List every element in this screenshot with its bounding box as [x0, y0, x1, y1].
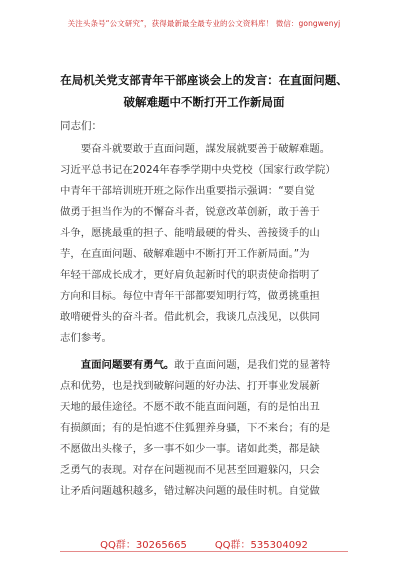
qq-group-2: QQ群：535304092	[214, 540, 308, 551]
paragraph-2-line: 乏勇气的表现。对存在问题视而不见甚至回避躲闪，只会	[60, 464, 320, 476]
paragraph-1-line: 中青年干部培训班开班之际作出重要指示强调：“要自觉	[60, 185, 315, 197]
paragraph-2-line: 点和优势，也是找到破解问题的好办法、打开事业发展新	[60, 380, 320, 392]
page-header-banner: 关注头条号“公文研究”，获得最新最全最专业的公文资料库！ 微信：gongwenyj	[67, 19, 341, 28]
paragraph-1-line: 芋，在直面问题、破解难题中不断打开工作新局面。”为	[60, 248, 310, 260]
paragraph-1-line: 方向和目标。每位中青年干部都要知明行笃，做勇挑重担	[60, 290, 320, 302]
paragraph-1-line: 志们参考。	[60, 332, 112, 344]
title-line-1: 在局机关党支部青年干部座谈会上的发言：在直面问题、	[60, 73, 348, 87]
paragraph-1-line: 要奋斗就要敢于直面问题，謀发展就要善于破解难题。	[60, 143, 331, 155]
page-footer	[0, 536, 408, 551]
document-title	[30, 69, 378, 113]
paragraph-2-first-line-rest: 敢于直面问题，是我们党的显著特	[174, 359, 331, 371]
paragraph-1-line: 习近平总书记在2024年春季学期中央党校（国家行政学院）	[60, 164, 336, 176]
paragraph-1-line: 敢啃硬骨头的奋斗者。借此机会，我谈几点浅见，以供同	[60, 311, 320, 323]
paragraph-2-lead: 直面问题要有勇气。	[80, 359, 175, 371]
paragraph-2-line: 不愿做出头椽子，多一事不如少一事。诸如此类，都是缺	[60, 443, 320, 455]
paragraph-2-first-line	[60, 355, 355, 376]
paragraph-2-line: 天地的最佳途径。不愿不敢不能直面问题，有的是怕出丑	[60, 401, 320, 413]
salutation: 同志们：	[60, 120, 102, 132]
paragraph-1-line: 做勇于担当作为的不懈奋斗者，锐意改革创新，敢于善于	[60, 206, 320, 218]
paragraph-1-line: 年轻干部成长成才，更好肩负起新时代的职责使命指明了	[60, 269, 320, 281]
paragraph-2-line: 让矛盾问题越积越多，错过解决问题的最佳时机。自觉做	[60, 485, 320, 497]
footer-divider	[60, 551, 348, 552]
qq-group-1: QQ群：30265665	[100, 540, 187, 551]
paragraph-2	[60, 355, 355, 502]
paragraph-2-body	[60, 376, 355, 502]
paragraph-1	[60, 139, 355, 349]
paragraph-1-line: 斗争，愿挑最重的担子、能啃最硬的骨头、善接烫手的山	[60, 227, 320, 239]
title-line-2: 破解难题中不断打开工作新局面	[123, 95, 285, 109]
paragraph-2-line: 有损颜面；有的是怕遮不住狐狸养身骚，下不来台；有的是	[60, 422, 331, 434]
